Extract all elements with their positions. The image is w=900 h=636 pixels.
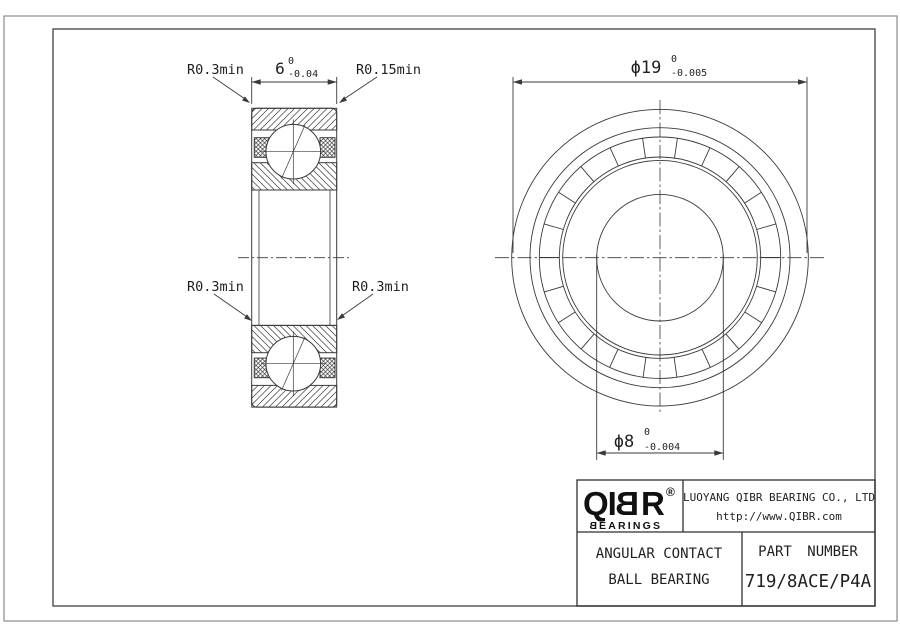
company-website: http://www.QIBR.com xyxy=(716,510,842,523)
cage-pocket-edge xyxy=(643,357,646,377)
cage-pocket-edge xyxy=(757,224,776,230)
cage-pocket-edge xyxy=(757,286,776,292)
cage-pocket-edge xyxy=(702,148,710,166)
logo-text-qi: QI xyxy=(583,485,616,522)
cage-pocket-edge xyxy=(726,167,739,182)
cage-pocket-edge xyxy=(674,357,677,377)
product-name-line2: BALL BEARING xyxy=(608,572,710,588)
cage-pocket-edge xyxy=(643,138,646,158)
width-tol-upper: 0 xyxy=(288,56,295,67)
cage-pocket-edge xyxy=(675,138,678,158)
company-logo xyxy=(583,485,675,532)
od-dimension: ϕ19 xyxy=(630,58,662,78)
cage-pocket-edge xyxy=(581,167,594,182)
logo-text-r: R xyxy=(641,485,665,522)
cage-pocket-edge xyxy=(702,349,710,367)
bore-tol-lower: -0.004 xyxy=(644,442,681,453)
front-view xyxy=(495,100,825,415)
cage-pocket-edge xyxy=(610,148,618,166)
bore-dimension: ϕ8 xyxy=(613,432,635,452)
cage-pocket-edge xyxy=(558,312,575,323)
width-tol-lower: -0.04 xyxy=(288,69,319,80)
cage-pocket-edge xyxy=(610,349,618,367)
od-tol-lower: -0.005 xyxy=(671,68,708,79)
logo-text-b-mirrored: B xyxy=(615,485,639,522)
radius-note-mid-right: R0.3min xyxy=(352,279,409,295)
page-border xyxy=(4,16,897,621)
cage-pocket-edge xyxy=(726,334,739,349)
cage-pocket-edge xyxy=(544,224,563,230)
cage-pocket-edge xyxy=(544,286,563,292)
registered-mark: ® xyxy=(666,485,675,499)
cage-section xyxy=(320,358,335,378)
radius-note-top-left: R0.3min xyxy=(187,62,244,78)
cage-pocket-edge xyxy=(559,192,576,203)
company-name: LUOYANG QIBR BEARING CO., LTD xyxy=(682,491,876,504)
width-dimension: 6 xyxy=(275,59,285,78)
cage-section xyxy=(320,138,335,158)
radius-note-mid-left: R0.3min xyxy=(187,279,244,295)
title-block xyxy=(577,480,875,606)
part-number-value: 719/8ACE/P4A xyxy=(744,572,872,592)
od-tol-upper: 0 xyxy=(671,54,678,65)
logo-subtitle: EARINGS xyxy=(599,520,663,532)
product-name-line1: ANGULAR CONTACT xyxy=(595,546,723,562)
radius-note-top-right: R0.15min xyxy=(356,62,422,78)
section-view xyxy=(238,108,350,407)
cage-pocket-edge xyxy=(745,192,762,203)
cage-pocket-edge xyxy=(745,312,762,323)
bore-tol-upper: 0 xyxy=(644,427,651,438)
part-number-label: PART NUMBER xyxy=(758,544,858,560)
logo-subtitle-b-mirrored: B xyxy=(587,520,597,532)
cage-pocket-edge xyxy=(581,334,594,349)
